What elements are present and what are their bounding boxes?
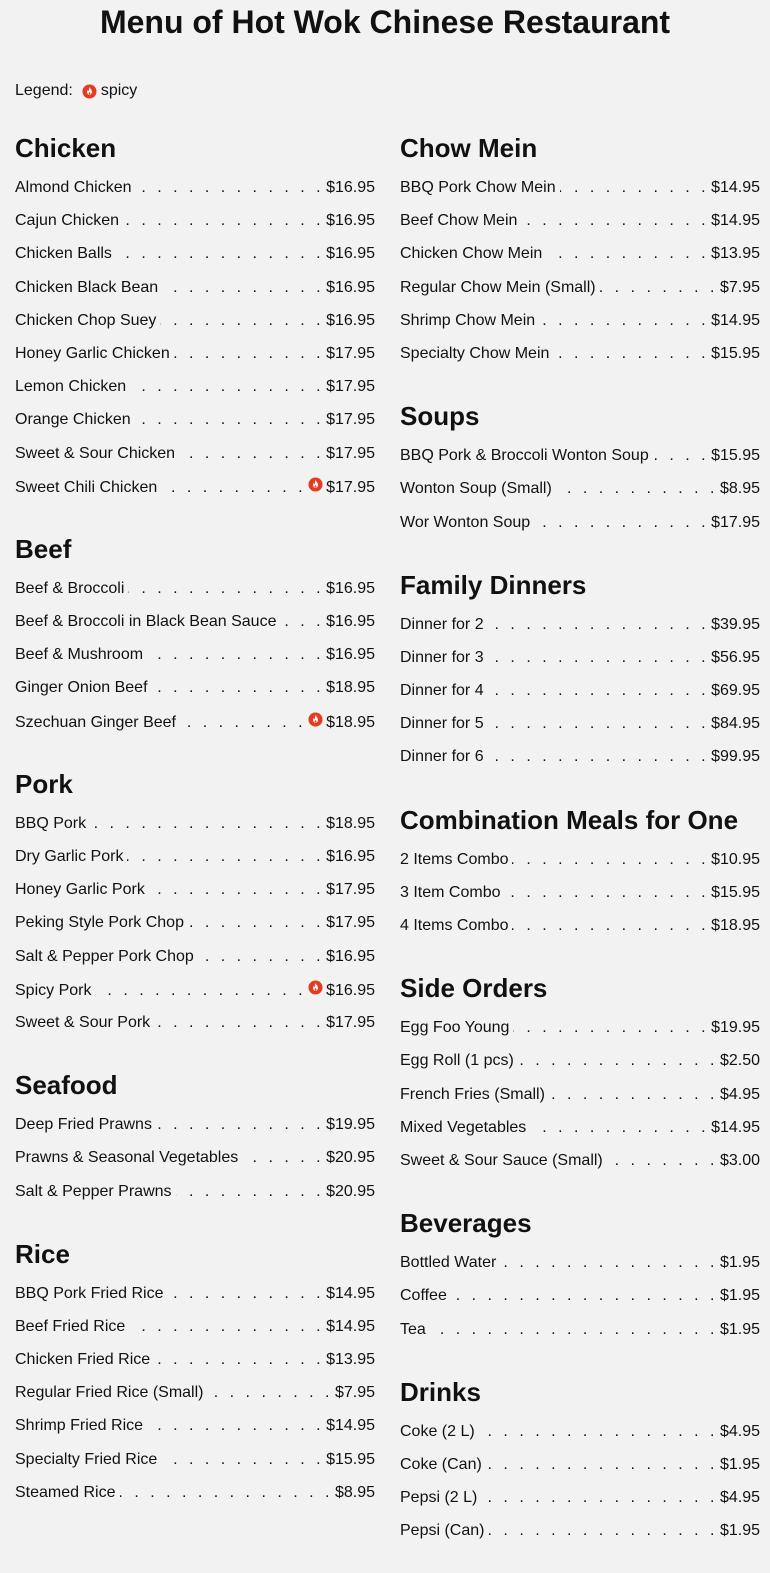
dot-leader [488, 1521, 717, 1541]
item-price: $7.95 [334, 1384, 375, 1402]
menu-column-right [400, 128, 760, 1573]
item-price: $16.95 [326, 245, 375, 263]
item-name: Dinner for 4 [400, 682, 484, 700]
menu-item [15, 712, 375, 745]
item-price: $16.95 [326, 613, 375, 631]
item-price: $18.95 [326, 679, 375, 697]
menu-item [400, 244, 760, 277]
item-name: Specialty Fried Rice [15, 1450, 158, 1468]
item-name: Beef & Mushroom [15, 646, 144, 664]
dot-leader [500, 1253, 718, 1273]
dot-leader [600, 278, 718, 298]
item-price: $14.95 [711, 179, 760, 196]
item-name: Coffee [400, 1287, 447, 1305]
item-price: $84.95 [711, 715, 760, 733]
item-price: $14.95 [711, 311, 760, 329]
menu-item [400, 344, 760, 377]
menu-item [15, 847, 375, 880]
item-name: Beef & Broccoli in Black Bean Sauce [15, 613, 277, 631]
section-title: Pork [15, 768, 73, 799]
legend-spicy-label: spicy [100, 82, 138, 99]
menu-item [400, 178, 760, 211]
menu-item [400, 747, 760, 780]
section-title: Beverages [400, 1208, 532, 1239]
menu-item [15, 645, 375, 678]
dot-leader [95, 981, 306, 1001]
section-title: Chicken [15, 133, 117, 163]
item-name: Pepsi (2 L) [400, 1489, 478, 1507]
dot-leader [198, 947, 324, 967]
dot-leader [208, 1383, 333, 1403]
menu-item [15, 211, 375, 244]
dot-leader [488, 681, 709, 701]
item-price: $15.95 [711, 344, 760, 362]
menu-section [400, 800, 760, 950]
menu-item [15, 1013, 375, 1046]
dot-leader [129, 1317, 324, 1337]
item-price: $4.95 [719, 1422, 760, 1440]
dot-leader [188, 913, 324, 933]
item-name: Sweet Chili Chicken [15, 478, 158, 496]
dot-leader [539, 311, 709, 331]
item-name: Dry Garlic Pork [15, 848, 124, 865]
item-name: BBQ Pork [15, 814, 87, 832]
dot-leader [116, 244, 324, 264]
item-price: $14.95 [326, 1417, 375, 1435]
menu-item [400, 883, 760, 916]
item-price: $3.00 [719, 1151, 760, 1169]
item-price: $1.95 [719, 1522, 760, 1540]
menu-item [400, 1455, 760, 1488]
item-name: Sweet & Sour Chicken [15, 444, 176, 462]
item-price: $14.95 [711, 212, 760, 230]
menu-item [15, 1483, 375, 1516]
menu-item [15, 1284, 375, 1317]
dot-leader [154, 1013, 324, 1033]
item-name: Prawns & Seasonal Vegetables [15, 1149, 239, 1167]
item-price: $17.95 [326, 378, 375, 396]
dot-leader [521, 211, 709, 231]
menu-item [400, 1488, 760, 1521]
menu-item [15, 980, 375, 1013]
legend-label: Legend: [15, 82, 73, 99]
dot-leader [156, 1115, 324, 1135]
menu-item [15, 678, 375, 711]
item-name: Honey Garlic Pork [15, 881, 145, 899]
item-name: Orange Chicken [15, 411, 131, 429]
dot-leader [553, 344, 709, 364]
item-name: Steamed Rice [15, 1483, 116, 1501]
menu-item [400, 278, 760, 311]
item-price: $7.95 [719, 278, 760, 296]
menu-item [400, 211, 760, 244]
menu-section [15, 764, 375, 1046]
menu-item [400, 1320, 760, 1353]
section-title: Combination Meals for One [400, 804, 739, 835]
item-price: $18.95 [326, 713, 375, 731]
item-price: $17.95 [326, 478, 375, 496]
item-name: Spicy Pork [15, 981, 92, 999]
menu-item [15, 1115, 375, 1148]
item-name: Pepsi (Can) [400, 1522, 485, 1540]
item-name: Shrimp Chow Mein [400, 311, 536, 329]
menu-item [400, 850, 760, 883]
item-name: BBQ Pork & Broccoli Wonton Soup [400, 447, 649, 465]
menu-section [400, 396, 760, 546]
item-price: $16.95 [326, 981, 375, 999]
menu-item [400, 446, 760, 479]
item-price: $16.95 [326, 179, 375, 196]
item-price: $13.95 [326, 1351, 375, 1369]
dot-leader [179, 444, 324, 464]
item-price: $39.95 [711, 615, 760, 633]
dot-leader [488, 747, 709, 767]
menu-section [15, 529, 375, 745]
item-price: $17.95 [711, 513, 760, 531]
menu-item [15, 178, 375, 211]
item-name: Dinner for 2 [400, 615, 484, 633]
item-name: Shrimp Fried Rice [15, 1417, 144, 1435]
item-price: $19.95 [326, 1116, 375, 1134]
item-name: Sweet & Sour Pork [15, 1013, 151, 1031]
menu-section [15, 1065, 375, 1215]
item-price: $10.95 [711, 850, 760, 868]
dot-leader [479, 1422, 718, 1442]
dot-leader [135, 410, 324, 430]
item-price: $17.95 [326, 444, 375, 462]
dot-leader [162, 278, 324, 298]
item-price: $18.95 [326, 814, 375, 832]
item-price: $16.95 [326, 278, 375, 296]
item-price: $18.95 [711, 917, 760, 934]
item-name: Dinner for 3 [400, 648, 484, 666]
item-name: BBQ Pork Fried Rice [15, 1284, 164, 1302]
dot-leader [130, 377, 324, 397]
menu-item [15, 947, 375, 980]
item-price: $16.95 [326, 848, 375, 865]
menu-item [15, 1317, 375, 1350]
item-name: Dinner for 5 [400, 715, 484, 733]
item-name: Dinner for 6 [400, 748, 484, 766]
dot-leader [513, 1018, 709, 1038]
dot-leader [167, 1284, 324, 1304]
menu-item [400, 1286, 760, 1319]
dot-leader [174, 344, 324, 364]
menu-item [400, 1521, 760, 1554]
item-name: Szechuan Ginger Beef [15, 713, 176, 731]
dot-leader [161, 478, 306, 498]
item-name: Bottled Water [400, 1254, 497, 1272]
item-name: Lemon Chicken [15, 378, 127, 396]
dot-leader [120, 1483, 333, 1503]
item-name: Chicken Black Bean [15, 278, 159, 296]
section-title: Chow Mein [400, 133, 538, 163]
item-price: $17.95 [326, 1013, 375, 1031]
dot-leader [534, 513, 709, 533]
dot-leader [160, 311, 324, 331]
section-title: Beef [15, 533, 72, 564]
item-name: 3 Item Combo [400, 883, 501, 901]
menu-item [15, 1148, 375, 1181]
item-name: Coke (2 L) [400, 1422, 475, 1440]
menu-item [15, 913, 375, 946]
item-price: $4.95 [719, 1489, 760, 1507]
item-price: $17.95 [326, 881, 375, 899]
item-name: Regular Chow Mein (Small) [400, 278, 596, 296]
dot-leader [154, 1350, 324, 1370]
dot-leader [123, 211, 324, 231]
menu-item [15, 444, 375, 477]
dot-leader [242, 1148, 324, 1168]
dot-leader [556, 479, 718, 499]
item-name: Egg Foo Young [400, 1019, 510, 1037]
item-price: $20.95 [326, 1182, 375, 1200]
menu-item [15, 612, 375, 645]
item-price: $16.95 [326, 646, 375, 664]
item-name: Chicken Chow Mein [400, 245, 543, 263]
menu-item [15, 278, 375, 311]
item-name: Cajun Chicken [15, 212, 120, 230]
menu-item [15, 477, 375, 510]
dot-leader [180, 713, 306, 733]
item-name: Tea [400, 1320, 426, 1338]
dot-leader [488, 714, 709, 734]
menu-item [15, 1350, 375, 1383]
page-title: Menu of Hot Wok Chinese Restaurant [99, 4, 671, 40]
menu-item [15, 1383, 375, 1416]
dot-leader [607, 1151, 718, 1171]
dot-leader [152, 678, 325, 698]
dot-leader [486, 1455, 718, 1475]
item-name: Egg Roll (1 pcs) [400, 1052, 514, 1070]
legend [15, 82, 137, 100]
flame-icon [308, 477, 323, 492]
item-name: Honey Garlic Chicken [15, 344, 170, 362]
item-price: $15.95 [326, 1450, 375, 1468]
item-price: $16.95 [326, 947, 375, 965]
menu-item [400, 916, 760, 949]
menu-item [15, 311, 375, 344]
item-name: 2 Items Combo [400, 850, 509, 868]
menu-item [400, 714, 760, 747]
item-name: Almond Chicken [15, 179, 132, 196]
dot-leader [128, 579, 324, 599]
item-price: $1.95 [719, 1320, 760, 1338]
menu-item [400, 615, 760, 648]
dot-leader [549, 1085, 718, 1105]
item-price: $1.95 [719, 1455, 760, 1473]
menu-item [400, 1118, 760, 1151]
menu-item [15, 344, 375, 377]
menu-item [400, 311, 760, 344]
item-name: Beef Chow Mein [400, 212, 518, 230]
menu-item [400, 681, 760, 714]
item-price: $8.95 [719, 480, 760, 498]
item-price: $4.95 [719, 1085, 760, 1103]
menu-item [400, 513, 760, 546]
dot-leader [149, 880, 324, 900]
item-price: $19.95 [711, 1019, 760, 1037]
dot-leader [512, 850, 709, 870]
item-price: $1.95 [719, 1287, 760, 1305]
item-price: $8.95 [334, 1483, 375, 1501]
menu-section [400, 128, 760, 377]
item-price: $15.95 [711, 447, 760, 465]
item-price: $2.50 [719, 1052, 760, 1070]
dot-leader [90, 814, 324, 834]
menu-section [400, 968, 760, 1184]
item-name: Chicken Balls [15, 245, 112, 263]
menu-item [400, 1253, 760, 1286]
menu-item [400, 1085, 760, 1118]
item-price: $16.95 [326, 212, 375, 230]
item-price: $1.95 [719, 1254, 760, 1272]
menu-section [400, 1372, 760, 1555]
item-price: $99.95 [711, 748, 760, 766]
item-price: $17.95 [326, 914, 375, 932]
menu-item [400, 1422, 760, 1455]
item-name: Specialty Chow Mein [400, 344, 550, 362]
item-price: $69.95 [711, 682, 760, 700]
dot-leader [147, 1416, 324, 1436]
item-name: Chicken Chop Suey [15, 311, 157, 329]
item-name: Salt & Pepper Pork Chop [15, 947, 194, 965]
section-title: Side Orders [400, 973, 548, 1004]
item-price: $15.95 [711, 883, 760, 901]
item-price: $20.95 [326, 1149, 375, 1167]
item-name: Ginger Onion Beef [15, 679, 148, 697]
section-title: Soups [400, 401, 480, 432]
item-name: Beef Fried Rice [15, 1317, 126, 1335]
item-name: French Fries (Small) [400, 1085, 545, 1103]
dot-leader [430, 1320, 718, 1340]
item-price: $14.95 [326, 1317, 375, 1335]
dot-leader [512, 916, 709, 936]
menu-section [400, 1203, 760, 1353]
menu-section [400, 565, 760, 781]
menu-item [15, 1416, 375, 1449]
menu-item [400, 1051, 760, 1084]
menu-item [15, 410, 375, 443]
dot-leader [176, 1182, 325, 1202]
item-name: BBQ Pork Chow Mein [400, 179, 556, 196]
menu-item [15, 244, 375, 277]
item-name: Coke (Can) [400, 1455, 482, 1473]
item-name: Sweet & Sour Sauce (Small) [400, 1151, 603, 1169]
menu-item [15, 579, 375, 612]
dot-leader [451, 1286, 718, 1306]
dot-leader [546, 244, 709, 264]
item-name: 4 Items Combo [400, 917, 509, 934]
menu-item [400, 1018, 760, 1051]
item-name: Mixed Vegetables [400, 1118, 527, 1136]
item-price: $56.95 [711, 648, 760, 666]
flame-icon [82, 84, 97, 99]
item-name: Beef & Broccoli [15, 579, 125, 597]
dot-leader [560, 178, 709, 198]
item-name: Peking Style Pork Chop [15, 914, 184, 932]
menu-item [400, 479, 760, 512]
section-title: Rice [15, 1238, 70, 1269]
item-price: $13.95 [711, 245, 760, 263]
item-price: $14.95 [326, 1284, 375, 1302]
menu-item [15, 814, 375, 847]
menu-column-left [15, 128, 375, 1535]
menu-section [15, 128, 375, 510]
item-name: Wonton Soup (Small) [400, 480, 552, 498]
dot-leader [147, 645, 324, 665]
item-price: $14.95 [711, 1118, 760, 1136]
dot-leader [488, 615, 709, 635]
item-name: Salt & Pepper Prawns [15, 1182, 172, 1200]
menu-section [15, 1234, 375, 1516]
dot-leader [530, 1118, 709, 1138]
menu-item [15, 1182, 375, 1215]
section-title: Seafood [15, 1070, 118, 1101]
dot-leader [127, 847, 324, 867]
item-price: $17.95 [326, 411, 375, 429]
menu-item [400, 1151, 760, 1184]
dot-leader [481, 1488, 718, 1508]
dot-leader [161, 1450, 324, 1470]
dot-leader [653, 446, 709, 466]
dot-leader [280, 612, 324, 632]
item-price: $16.95 [326, 311, 375, 329]
section-title: Family Dinners [400, 569, 587, 600]
menu-item [15, 1450, 375, 1483]
section-title: Drinks [400, 1376, 481, 1407]
flame-icon [308, 712, 323, 727]
dot-leader [518, 1051, 718, 1071]
item-name: Wor Wonton Soup [400, 513, 531, 531]
flame-icon [308, 980, 323, 995]
dot-leader [488, 648, 709, 668]
item-price: $16.95 [326, 579, 375, 597]
dot-leader [504, 883, 709, 903]
menu-item [400, 648, 760, 681]
item-name: Regular Fried Rice (Small) [15, 1384, 204, 1402]
item-name: Chicken Fried Rice [15, 1351, 151, 1369]
menu-item [15, 880, 375, 913]
menu-item [15, 377, 375, 410]
item-price: $17.95 [326, 344, 375, 362]
item-name: Deep Fried Prawns [15, 1116, 152, 1134]
dot-leader [136, 178, 325, 198]
